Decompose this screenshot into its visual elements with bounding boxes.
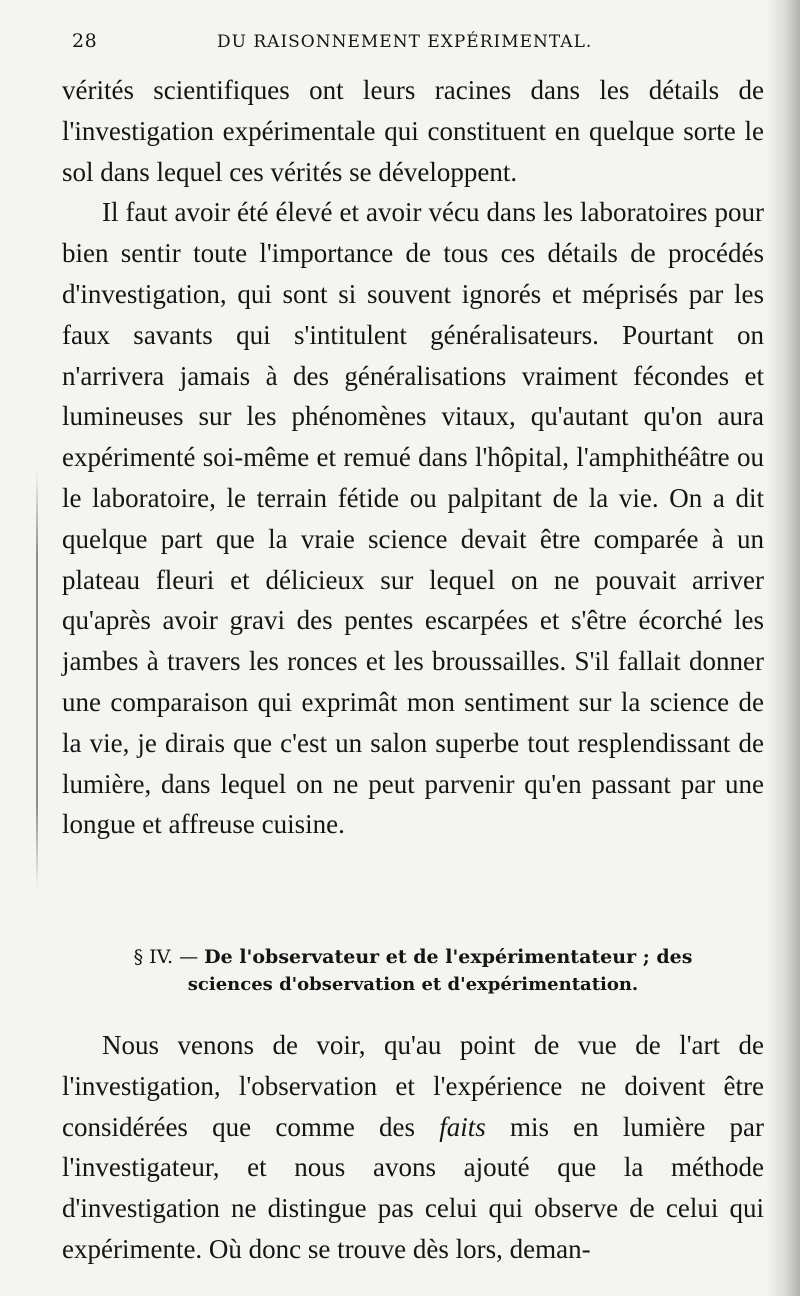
section-title-line-1: De l'observateur et de l'expérimentateur ; des (204, 946, 693, 968)
text-run: mis en lumière par l'investigateur, et nous avons ajouté que la méthode d'investigation ne distingue pas celui qui observe de celui qui expérimente. Où donc se trouve dès lors, deman- (62, 1111, 764, 1264)
margin-pencil-mark (36, 470, 38, 890)
body-text-upper (62, 70, 764, 845)
section-dash: — (179, 946, 199, 968)
section-heading-line-1 (62, 943, 764, 971)
section-number: § IV. (133, 946, 174, 968)
section-title-line-2: sciences d'observation et d'expérimentation. (187, 974, 639, 995)
running-head: DU RAISONNEMENT EXPÉRIMENTAL. (217, 32, 593, 52)
italic-word: faits (439, 1111, 486, 1142)
paragraph: Il faut avoir été élevé et avoir vécu dans les laboratoires pour bien sentir toute l'importance de tous ces détails de procédés d'investigation, qui sont si souvent ignorés et méprisés par les faux savants qui s'intitulent généralisateurs. Pourtant on n'arrivera jamais à des généralisations vraiment fécondes et lumineuses sur les phénomènes vitaux, qu'autant qu'on aura expérimenté soi-même et remué dans l'hôpital, l'amphithéâtre ou le laboratoire, le terrain fétide ou palpitant de la vie. On a dit quelque part que la vraie science devait être comparée à un plateau fleuri et délicieux sur lequel on ne pouvait arriver qu'après avoir gravi des pentes escarpées et s'être écorché les jambes à travers les ronces et les broussailles. S'il fallait donner une comparaison qui exprimât mon sentiment sur la science de la vie, je dirais que c'est un salon superbe tout resplendissant de lumière, dans lequel on ne peut parvenir qu'en passant par une longue et affreuse cuisine. (62, 197, 764, 840)
paragraph-continued: vérités scientifiques ont leurs racines dans les détails de l'investigation expérimentale qui constituent en quelque sorte le sol dans lequel ces vérités se développent. (62, 75, 764, 187)
page-gutter-shadow (766, 0, 800, 1296)
page-number: 28 (72, 30, 98, 52)
paragraph-final (62, 1025, 764, 1270)
page-header (72, 30, 762, 60)
text-run: Nous venons de voir, qu'au point de vue de l'art de l'investigation, l'observation et l'expérience ne doivent être considérées que comme des (62, 1030, 764, 1142)
section-heading (62, 943, 764, 999)
body-text-lower (62, 1025, 764, 1270)
